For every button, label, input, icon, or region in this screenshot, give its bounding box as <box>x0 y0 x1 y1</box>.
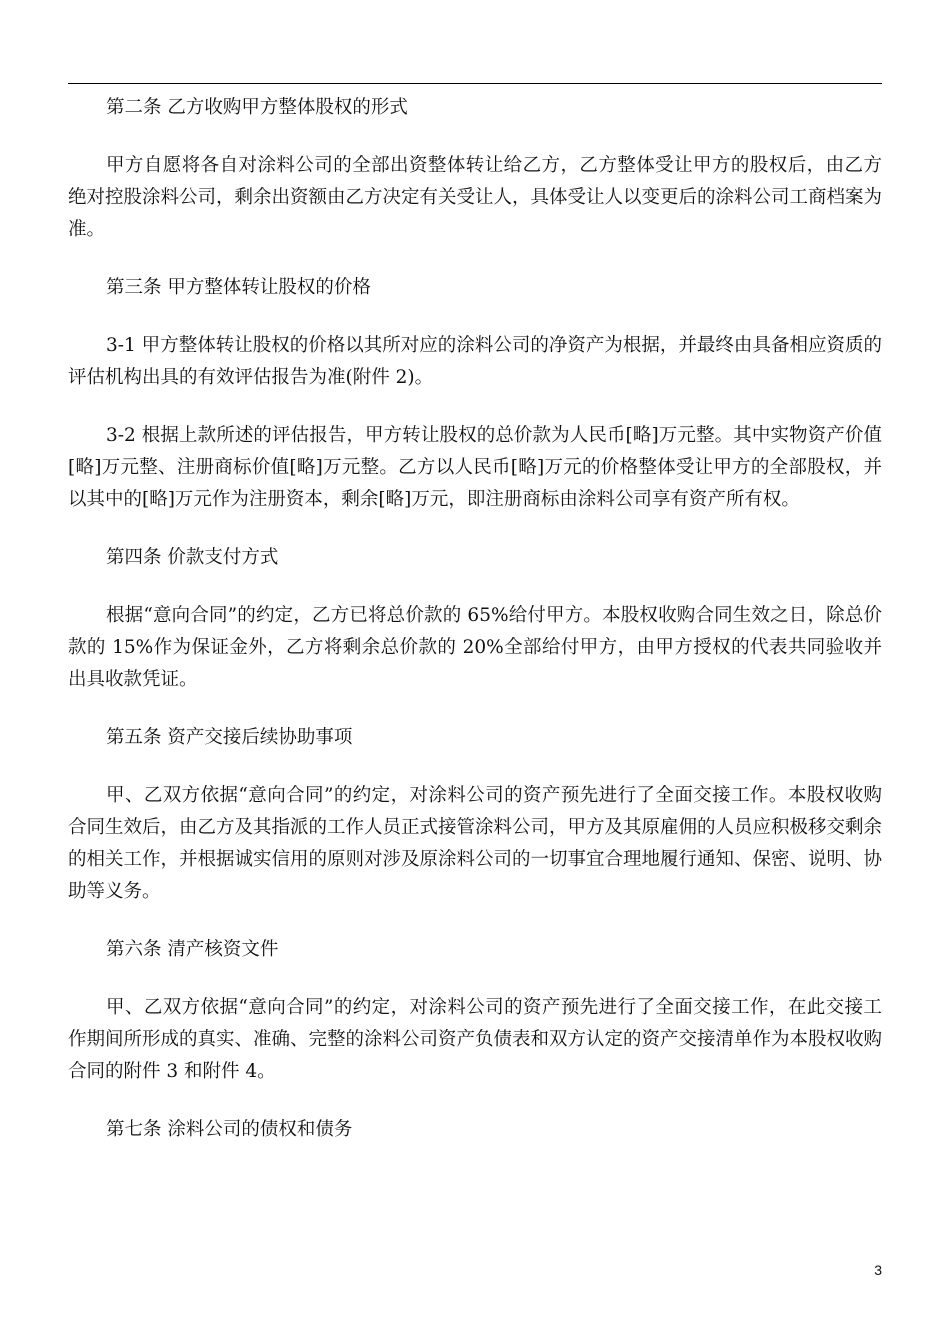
header-rule <box>68 83 882 84</box>
section-heading-article-4: 第四条 价款支付方式 <box>106 547 279 568</box>
paragraph-article-3-1: 3-1 甲方整体转让股权的价格以其所对应的涂料公司的净资产为根据，并最终由具备相应资质的评估机构出具的有效评估报告为准(附件 2)。 <box>68 335 882 388</box>
document-body <box>68 92 882 1146</box>
paragraph-article-6-1: 甲、乙双方依据“意向合同”的约定，对涂料公司的资产预先进行了全面交接工作，在此交接工作期间所形成的真实、准确、完整的涂料公司资产负债表和双方认定的资产交接清单作为本股权收购合同的附件 3 和附件 4。 <box>68 997 883 1082</box>
section-heading-article-3: 第三条 甲方整体转让股权的价格 <box>106 277 371 298</box>
paragraph-article-3-2: 3-2 根据上款所述的评估报告，甲方转让股权的总价款为人民币[略]万元整。其中实物资产价值[略]万元整、注册商标价值[略]万元整。乙方以人民币[略]万元的价格整体受让甲方的全部股权，并以其中的[略]万元作为注册资本，剩余[略]万元，即注册商标由涂料公司享有资产所有权。 <box>68 425 882 510</box>
section-heading-article-2: 第二条 乙方收购甲方整体股权的形式 <box>106 97 408 118</box>
section-heading-article-7: 第七条 涂料公司的债权和债务 <box>106 1119 353 1140</box>
section-heading-article-6: 第六条 清产核资文件 <box>106 939 279 960</box>
paragraph-article-2-1: 甲方自愿将各自对涂料公司的全部出资整体转让给乙方，乙方整体受让甲方的股权后，由乙方绝对控股涂料公司，剩余出资额由乙方决定有关受让人，具体受让人以变更后的涂料公司工商档案为准。 <box>68 155 883 240</box>
page-number: 3 <box>874 1262 882 1278</box>
paragraph-article-5-1: 甲、乙双方依据“意向合同”的约定，对涂料公司的资产预先进行了全面交接工作。本股权收购合同生效后，由乙方及其指派的工作人员正式接管涂料公司，甲方及其原雇佣的人员应积极移交剩余的相关工作，并根据诚实信用的原则对涉及原涂料公司的一切事宜合理地履行通知、保密、说明、协助等义务。 <box>68 785 883 902</box>
section-heading-article-5: 第五条 资产交接后续协助事项 <box>106 727 353 748</box>
paragraph-article-4-1: 根据“意向合同”的约定，乙方已将总价款的 65%给付甲方。本股权收购合同生效之日，除总价款的 15%作为保证金外，乙方将剩余总价款的 20%全部给付甲方，由甲方授权的代表共同验收并出具收款凭证。 <box>68 605 882 690</box>
